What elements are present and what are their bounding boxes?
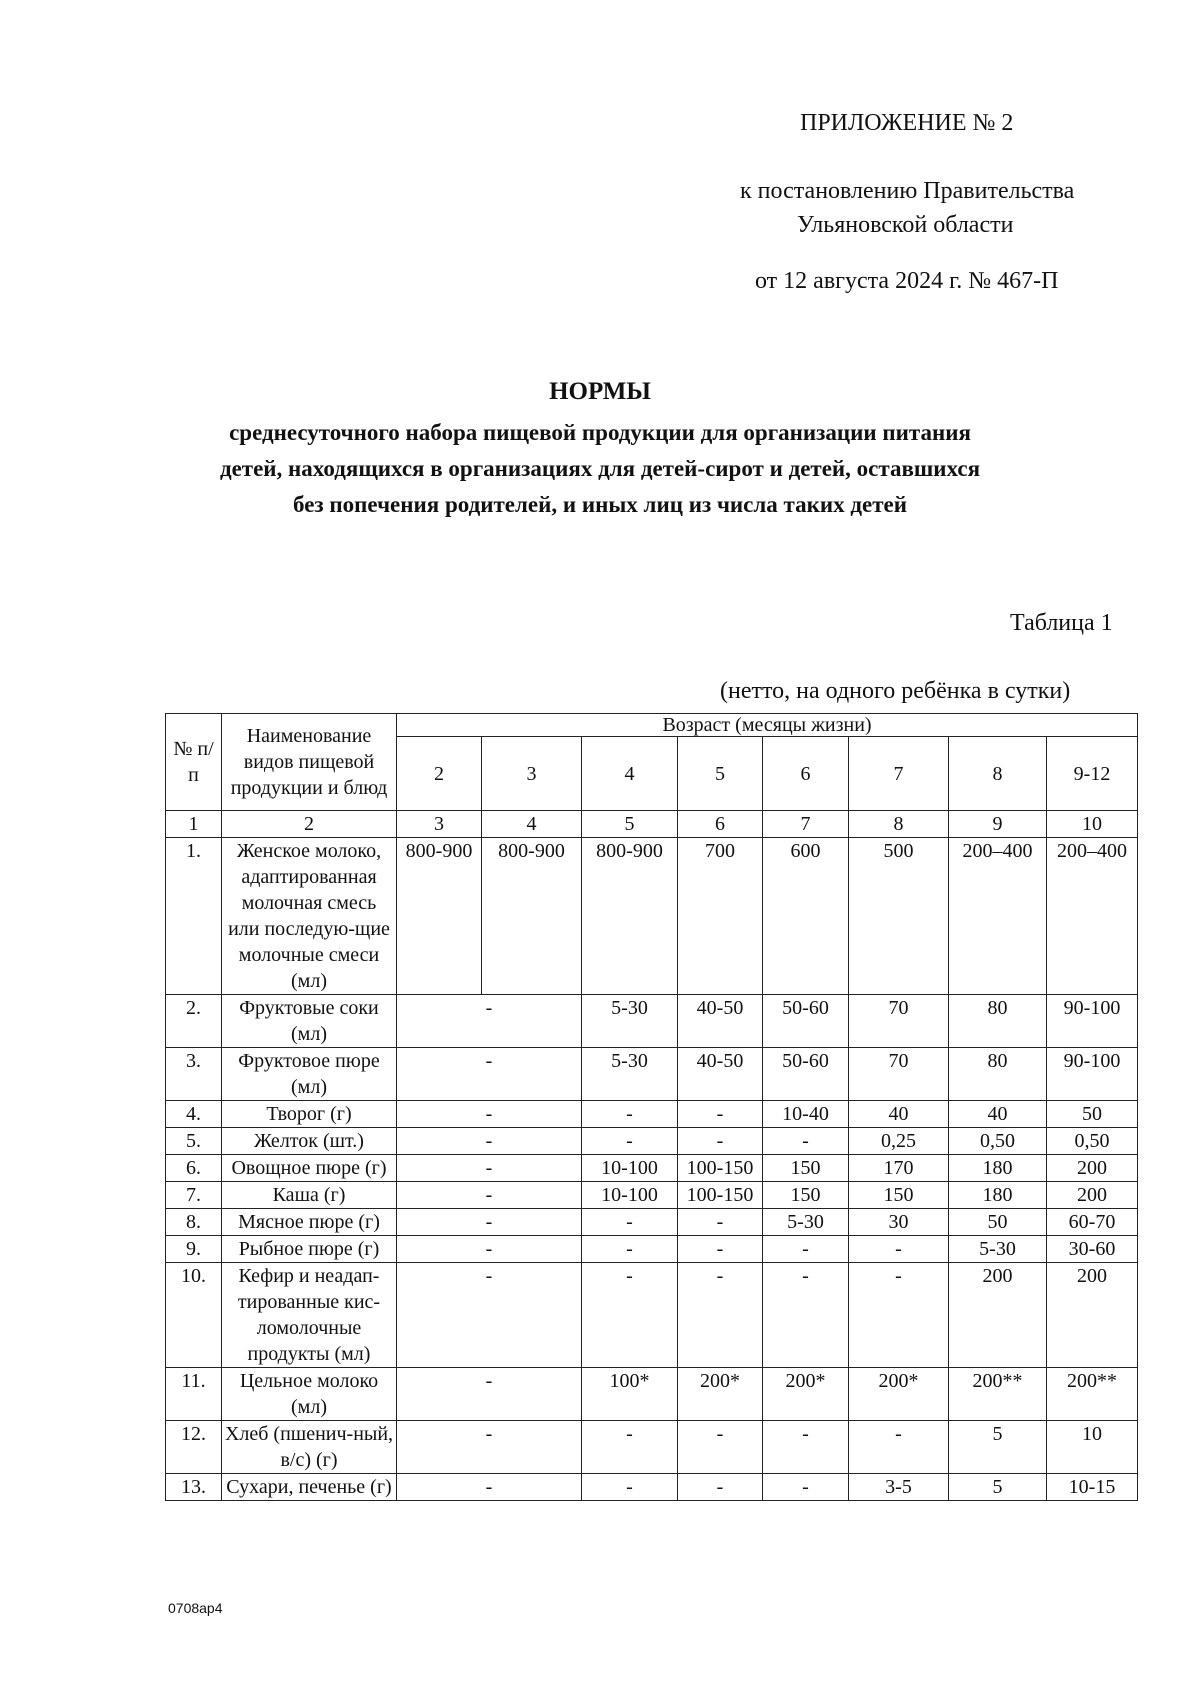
row-product-name: Фруктовое пюре (мл) (222, 1048, 397, 1101)
value-age-7: 200* (849, 1368, 949, 1421)
value-age-2-3: - (397, 1048, 582, 1101)
table-row (166, 1368, 1138, 1421)
age-8: 8 (949, 737, 1047, 811)
value-age-4: - (582, 1209, 678, 1236)
row-number: 6. (166, 1155, 222, 1182)
row-number: 10. (166, 1263, 222, 1368)
norms-table (165, 713, 1138, 1501)
age-2: 2 (397, 737, 482, 811)
row-product-name: Мясное пюре (г) (222, 1209, 397, 1236)
value-age-5: - (678, 1236, 763, 1263)
table-row (166, 1182, 1138, 1209)
row-number: 12. (166, 1421, 222, 1474)
value-age-4: 10-100 (582, 1182, 678, 1209)
value-age-4: 5-30 (582, 1048, 678, 1101)
row-product-name: Желток (шт.) (222, 1128, 397, 1155)
value-age-4: - (582, 1474, 678, 1501)
value-age-8: 80 (949, 1048, 1047, 1101)
value-age-5: - (678, 1421, 763, 1474)
value-age-7: 3-5 (849, 1474, 949, 1501)
value-age-2-3: - (397, 1263, 582, 1368)
annex-title: ПРИЛОЖЕНИЕ № 2 (800, 110, 1014, 136)
value-age-6: - (763, 1263, 849, 1368)
subtitle-line-2: детей, находящихся в организациях для детей-сирот и детей, оставшихся (219, 456, 981, 481)
value-age-7: 40 (849, 1101, 949, 1128)
value-age-2-3: - (397, 1474, 582, 1501)
row-number: 7. (166, 1182, 222, 1209)
table-row (166, 1236, 1138, 1263)
value-age-8: 5 (949, 1421, 1047, 1474)
subtitle-line-3: без попечения родителей, и иных лиц из числа таких детей (293, 492, 907, 517)
age-9-12: 9-12 (1047, 737, 1138, 811)
header-product-name: Наименование видов пищевой продукции и блюд (222, 714, 397, 811)
value-age-4: - (582, 1263, 678, 1368)
value-age-7: 500 (849, 838, 949, 995)
index-cell: 1 (166, 811, 222, 838)
value-age-9-12: 200 (1047, 1182, 1138, 1209)
value-age-6: 5-30 (763, 1209, 849, 1236)
row-number: 9. (166, 1236, 222, 1263)
value-age-6: - (763, 1474, 849, 1501)
value-age-4: 100* (582, 1368, 678, 1421)
value-age-5: 40-50 (678, 1048, 763, 1101)
age-5: 5 (678, 737, 763, 811)
table-row (166, 1048, 1138, 1101)
value-age-8: 5 (949, 1474, 1047, 1501)
row-number: 11. (166, 1368, 222, 1421)
value-age-2-3: - (397, 1182, 582, 1209)
value-age-5: 200* (678, 1368, 763, 1421)
value-age-5: - (678, 1209, 763, 1236)
value-age-2-3: - (397, 1368, 582, 1421)
value-age-6: 150 (763, 1155, 849, 1182)
index-cell: 6 (678, 811, 763, 838)
document-title: НОРМЫ (549, 378, 651, 405)
value-age-9-12: 200** (1047, 1368, 1138, 1421)
value-age-2: 800-900 (397, 838, 482, 995)
row-product-name: Каша (г) (222, 1182, 397, 1209)
row-product-name: Цельное молоко (мл) (222, 1368, 397, 1421)
document-subtitle (150, 415, 1050, 523)
value-age-7: - (849, 1263, 949, 1368)
annex-resolution-line: к постановлению Правительства (740, 178, 1075, 204)
value-age-7: 70 (849, 1048, 949, 1101)
header-age-group: Возраст (месяцы жизни) (397, 714, 1138, 737)
value-age-4: 5-30 (582, 995, 678, 1048)
row-product-name: Творог (г) (222, 1101, 397, 1128)
value-age-6: - (763, 1236, 849, 1263)
value-age-5: 40-50 (678, 995, 763, 1048)
table-row (166, 1421, 1138, 1474)
value-age-4: 10-100 (582, 1155, 678, 1182)
value-age-7: - (849, 1236, 949, 1263)
index-cell: 4 (482, 811, 582, 838)
subtitle-line-1: среднесуточного набора пищевой продукции для организации питания (229, 420, 971, 445)
value-age-5: 100-150 (678, 1155, 763, 1182)
value-age-9-12: 90-100 (1047, 1048, 1138, 1101)
value-age-2-3: - (397, 1421, 582, 1474)
value-age-8: 200** (949, 1368, 1047, 1421)
value-age-5: - (678, 1101, 763, 1128)
value-age-9-12: 200 (1047, 1155, 1138, 1182)
value-age-9-12: 50 (1047, 1101, 1138, 1128)
annex-region-line: Ульяновской области (797, 212, 1014, 238)
row-product-name: Сухари, печенье (г) (222, 1474, 397, 1501)
row-product-name: Овощное пюре (г) (222, 1155, 397, 1182)
row-number: 4. (166, 1101, 222, 1128)
value-age-6: 600 (763, 838, 849, 995)
table-label: Таблица 1 (1010, 610, 1113, 636)
value-age-9-12: 10-15 (1047, 1474, 1138, 1501)
age-4: 4 (582, 737, 678, 811)
value-age-6: 150 (763, 1182, 849, 1209)
value-age-3: 800-900 (482, 838, 582, 995)
value-age-9-12: 60-70 (1047, 1209, 1138, 1236)
value-age-8: 200 (949, 1263, 1047, 1368)
value-age-2-3: - (397, 1209, 582, 1236)
value-age-2-3: - (397, 1101, 582, 1128)
table-units-note: (нетто, на одного ребёнка в сутки) (720, 678, 1071, 704)
table-header-row (166, 714, 1138, 737)
value-age-8: 50 (949, 1209, 1047, 1236)
value-age-9-12: 200–400 (1047, 838, 1138, 995)
table-row (166, 1474, 1138, 1501)
value-age-4: - (582, 1421, 678, 1474)
index-cell: 10 (1047, 811, 1138, 838)
index-cell: 3 (397, 811, 482, 838)
row-number: 1. (166, 838, 222, 995)
index-cell: 2 (222, 811, 397, 838)
age-6: 6 (763, 737, 849, 811)
value-age-6: - (763, 1421, 849, 1474)
value-age-7: - (849, 1421, 949, 1474)
value-age-2-3: - (397, 1155, 582, 1182)
value-age-6: 50-60 (763, 1048, 849, 1101)
row-product-name: Рыбное пюре (г) (222, 1236, 397, 1263)
row-number: 5. (166, 1128, 222, 1155)
value-age-7: 70 (849, 995, 949, 1048)
row-number: 13. (166, 1474, 222, 1501)
value-age-5: - (678, 1474, 763, 1501)
annex-date-line: от 12 августа 2024 г. № 467-П (755, 268, 1059, 294)
value-age-2-3: - (397, 1236, 582, 1263)
value-age-9-12: 10 (1047, 1421, 1138, 1474)
value-age-9-12: 0,50 (1047, 1128, 1138, 1155)
row-number: 2. (166, 995, 222, 1048)
table-row (166, 1263, 1138, 1368)
age-3: 3 (482, 737, 582, 811)
index-cell: 8 (849, 811, 949, 838)
table-row (166, 1101, 1138, 1128)
index-cell: 5 (582, 811, 678, 838)
age-7: 7 (849, 737, 949, 811)
row-product-name: Фруктовые соки (мл) (222, 995, 397, 1048)
table-row (166, 838, 1138, 995)
table-row (166, 995, 1138, 1048)
value-age-8: 200–400 (949, 838, 1047, 995)
value-age-9-12: 30-60 (1047, 1236, 1138, 1263)
index-cell: 9 (949, 811, 1047, 838)
value-age-9-12: 90-100 (1047, 995, 1138, 1048)
table-body (166, 811, 1138, 1501)
value-age-4: 800-900 (582, 838, 678, 995)
value-age-8: 40 (949, 1101, 1047, 1128)
table-row (166, 1128, 1138, 1155)
value-age-8: 80 (949, 995, 1047, 1048)
value-age-5: - (678, 1263, 763, 1368)
value-age-6: 50-60 (763, 995, 849, 1048)
value-age-9-12: 200 (1047, 1263, 1138, 1368)
value-age-6: - (763, 1128, 849, 1155)
value-age-4: - (582, 1128, 678, 1155)
value-age-6: 200* (763, 1368, 849, 1421)
value-age-8: 180 (949, 1155, 1047, 1182)
row-product-name: Хлеб (пшенич-ный, в/с) (г) (222, 1421, 397, 1474)
table-row (166, 1155, 1138, 1182)
document-code: 0708ap4 (168, 1600, 223, 1616)
row-product-name: Кефир и неадап-тированные кис-ломолочные продукты (мл) (222, 1263, 397, 1368)
value-age-7: 150 (849, 1182, 949, 1209)
value-age-2-3: - (397, 995, 582, 1048)
value-age-8: 0,50 (949, 1128, 1047, 1155)
value-age-7: 30 (849, 1209, 949, 1236)
table-row (166, 1209, 1138, 1236)
value-age-4: - (582, 1101, 678, 1128)
value-age-4: - (582, 1236, 678, 1263)
value-age-8: 180 (949, 1182, 1047, 1209)
value-age-7: 170 (849, 1155, 949, 1182)
row-product-name: Женское молоко, адаптированная молочная смесь или последую-щие молочные смеси (мл) (222, 838, 397, 995)
value-age-2-3: - (397, 1128, 582, 1155)
row-number: 8. (166, 1209, 222, 1236)
value-age-7: 0,25 (849, 1128, 949, 1155)
value-age-8: 5-30 (949, 1236, 1047, 1263)
index-cell: 7 (763, 811, 849, 838)
row-number: 3. (166, 1048, 222, 1101)
header-number: № п/п (166, 714, 222, 811)
value-age-6: 10-40 (763, 1101, 849, 1128)
column-index-row (166, 811, 1138, 838)
value-age-5: 100-150 (678, 1182, 763, 1209)
value-age-5: 700 (678, 838, 763, 995)
value-age-5: - (678, 1128, 763, 1155)
